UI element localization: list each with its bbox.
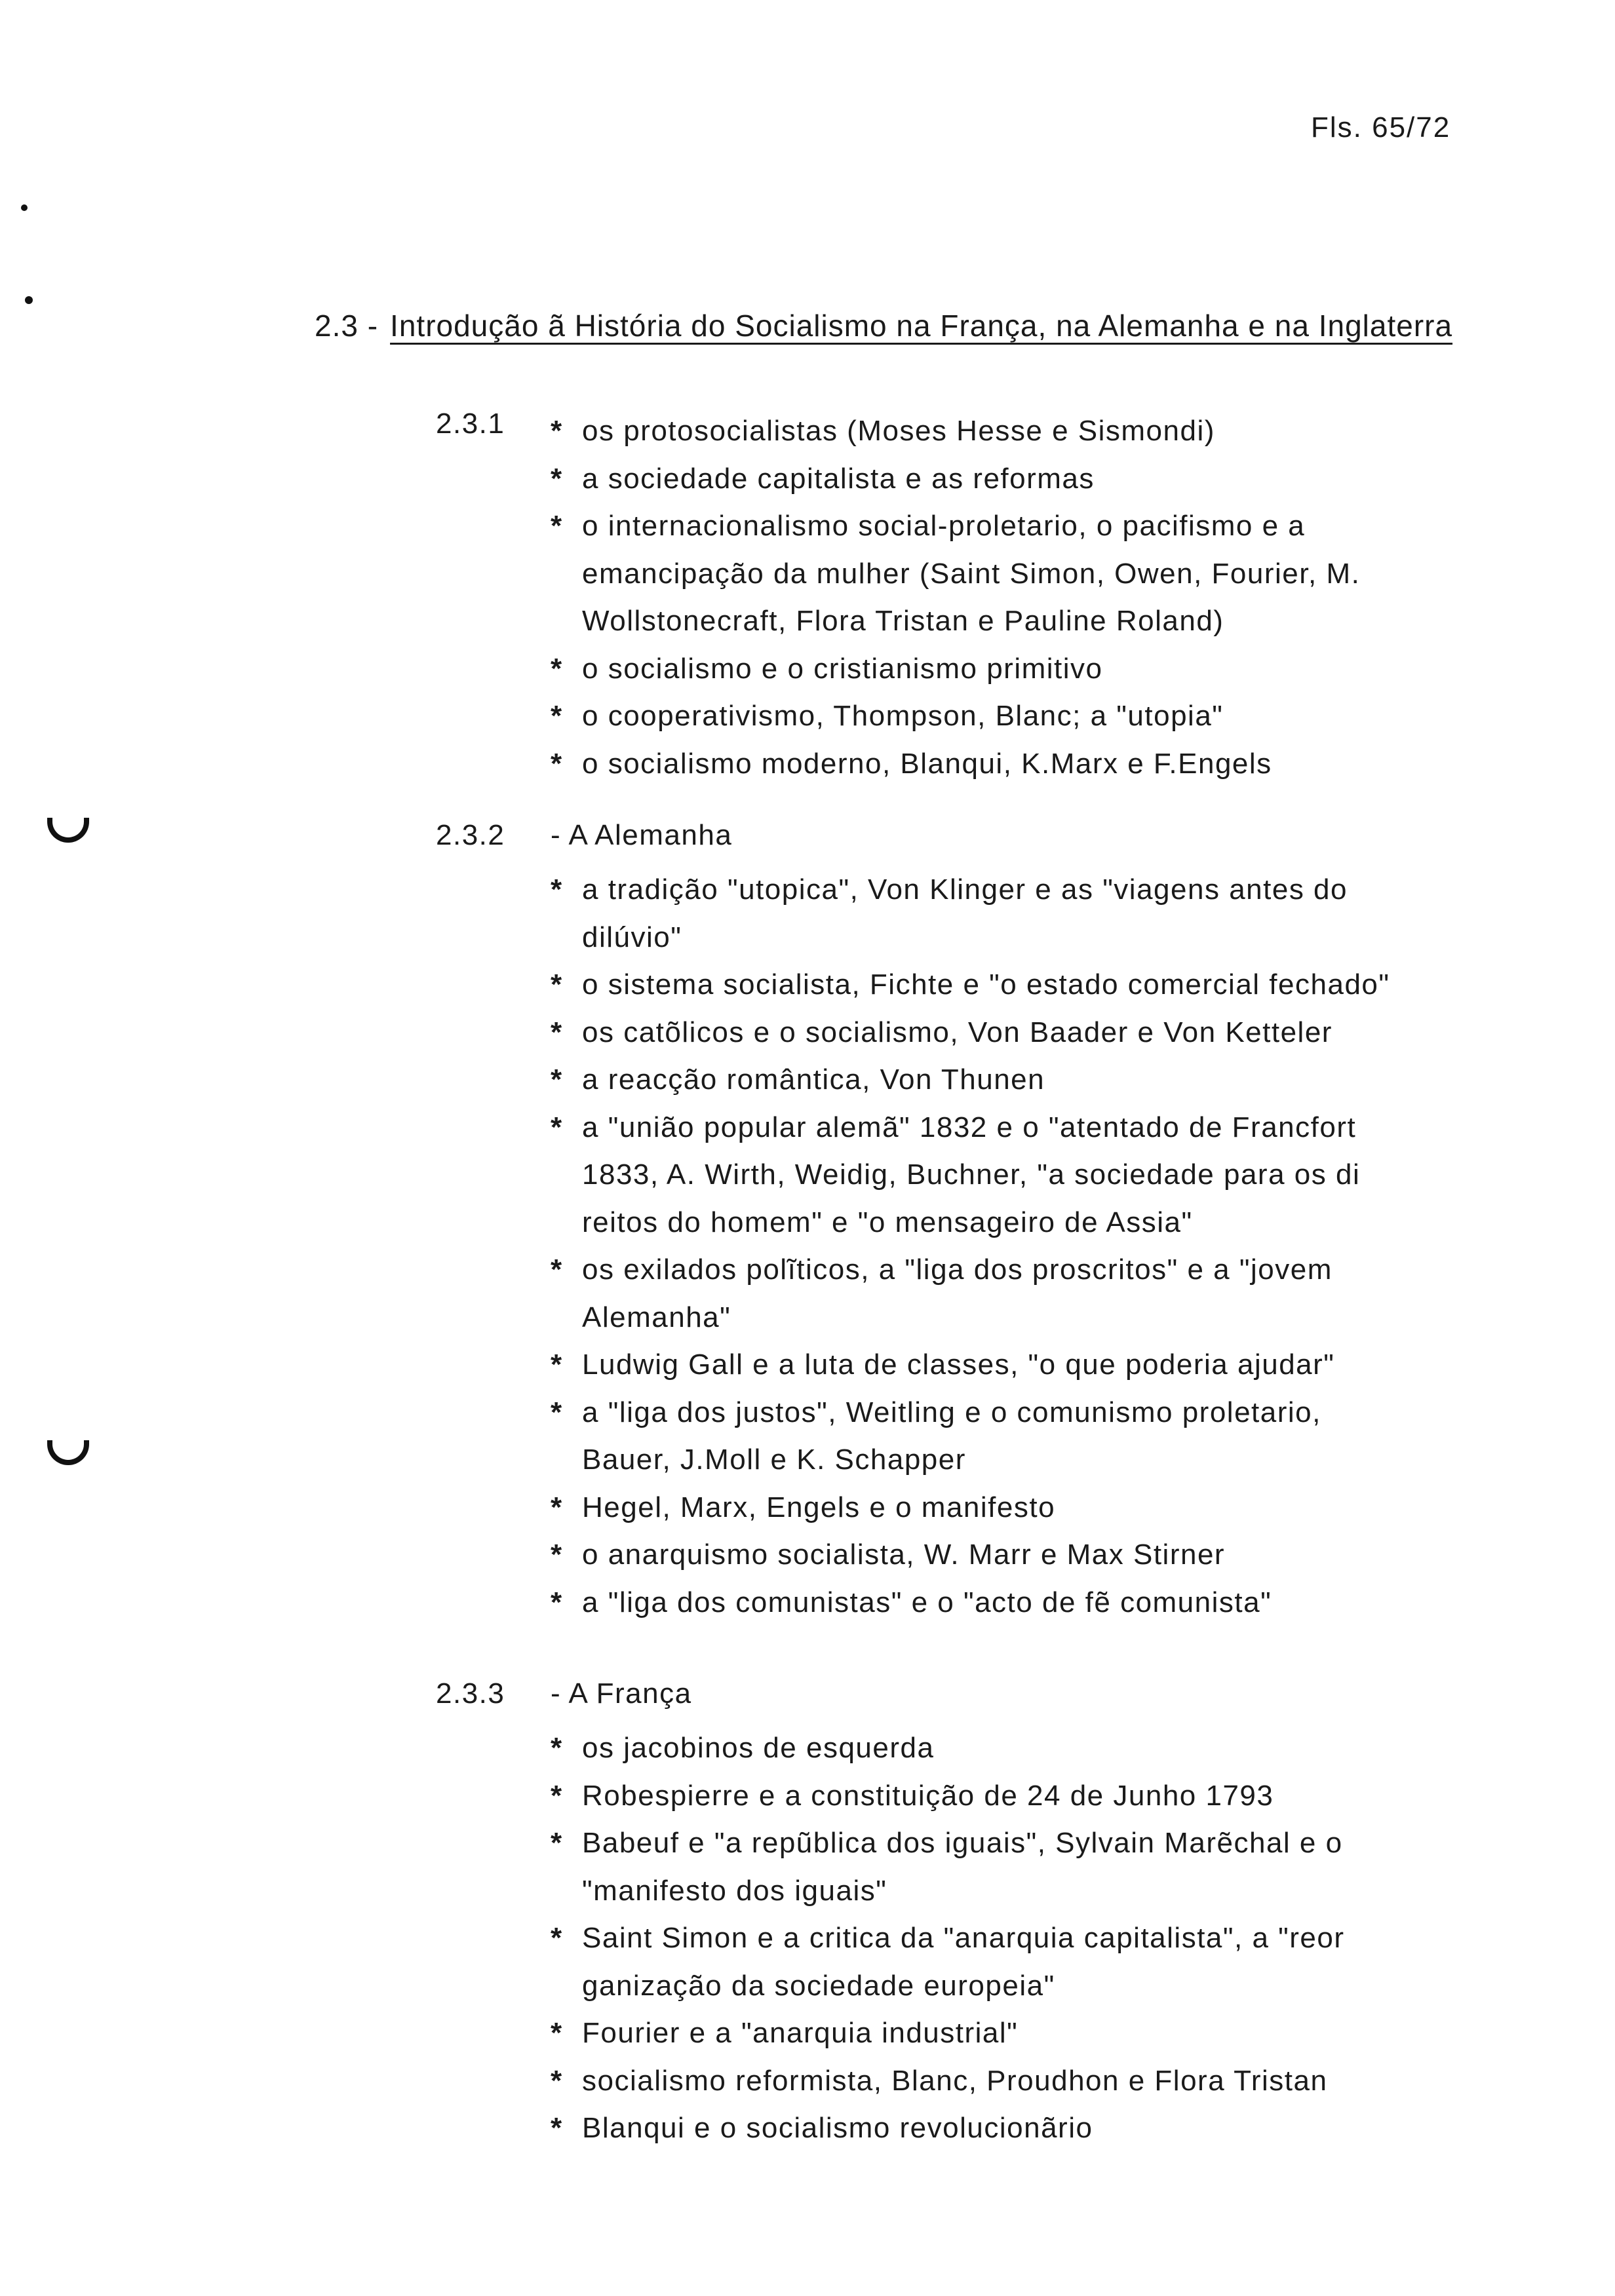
margin-hole-mark: [47, 818, 89, 843]
margin-dot: [21, 204, 28, 211]
list-item: * Babeuf e "a repũblica dos iguais", Sylvain Marẽchal e o "manifesto dos iguais": [551, 1820, 1615, 1915]
list-item: * a sociedade capitalista e as reformas: [551, 455, 1615, 503]
page-number: Fls. 65/72: [1311, 111, 1451, 144]
list-item: * Saint Simon e a critica da "anarquia capitalista", a "reor ganização da sociedade europeia": [551, 1915, 1615, 2010]
list-item: * o anarquismo socialista, W. Marr e Max Stirner: [551, 1531, 1615, 1579]
section-heading: [315, 308, 1452, 343]
list-item: * a reacção romântica, Von Thunen: [551, 1056, 1615, 1104]
item-list: [551, 1725, 1615, 2152]
item-list: [551, 408, 1615, 788]
list-item: * Fourier e a "anarquia industrial": [551, 2010, 1615, 2057]
section-number: 2.3 -: [315, 309, 379, 343]
subsection-title: - A Alemanha: [551, 819, 733, 851]
list-item: * a tradição "utopica", Von Klinger e as "viagens antes do dilúvio": [551, 866, 1615, 961]
section-title: Introdução ã História do Socialismo na França, na Alemanha e na Inglaterra: [390, 309, 1453, 343]
list-item: * o socialismo e o cristianismo primitivo: [551, 645, 1615, 693]
subsection-title: - A França: [551, 1677, 692, 1710]
subsection-number: 2.3.2: [436, 819, 505, 851]
list-item: * Blanqui e o socialismo revolucionãrio: [551, 2105, 1615, 2152]
item-list: [551, 866, 1615, 1626]
margin-hole-mark: [47, 1440, 89, 1465]
list-item: * os protosocialistas (Moses Hesse e Sismondi): [551, 408, 1615, 455]
list-item: * socialismo reformista, Blanc, Proudhon e Flora Tristan: [551, 2057, 1615, 2105]
list-item: * a "união popular alemã" 1832 e o "atentado de Francfort 1833, A. Wirth, Weidig, Buchner, "a sociedade para os di reitos do homem" e "o mensageiro de Assia": [551, 1104, 1615, 1247]
list-item: * os jacobinos de esquerda: [551, 1725, 1615, 1772]
list-item: * Ludwig Gall e a luta de classes, "o que poderia ajudar": [551, 1341, 1615, 1389]
list-item: * os catõlicos e o socialismo, Von Baader e Von Ketteler: [551, 1009, 1615, 1057]
list-item: * a "liga dos comunistas" e o "acto de fẽ comunista": [551, 1579, 1615, 1627]
margin-dot: [25, 296, 33, 304]
list-item: * o sistema socialista, Fichte e "o estado comercial fechado": [551, 961, 1615, 1009]
subsection-number: 2.3.3: [436, 1677, 505, 1710]
list-item: * a "liga dos justos", Weitling e o comunismo proletario, Bauer, J.Moll e K. Schapper: [551, 1389, 1615, 1484]
subsection-number: 2.3.1: [436, 408, 505, 440]
list-item: * Hegel, Marx, Engels e o manifesto: [551, 1484, 1615, 1532]
list-item: * o socialismo moderno, Blanqui, K.Marx e F.Engels: [551, 740, 1615, 788]
list-item: * Robespierre e a constituição de 24 de Junho 1793: [551, 1772, 1615, 1820]
list-item: * os exilados polĩticos, a "liga dos proscritos" e a "jovem Alemanha": [551, 1246, 1615, 1341]
list-item: * o internacionalismo social-proletario, o pacifismo e a emancipação da mulher (Saint Simon, Owen, Fourier, M. Wollstonecraft, Flora Tristan e Pauline Roland): [551, 503, 1615, 645]
list-item: * o cooperativismo, Thompson, Blanc; a "utopia": [551, 693, 1615, 740]
